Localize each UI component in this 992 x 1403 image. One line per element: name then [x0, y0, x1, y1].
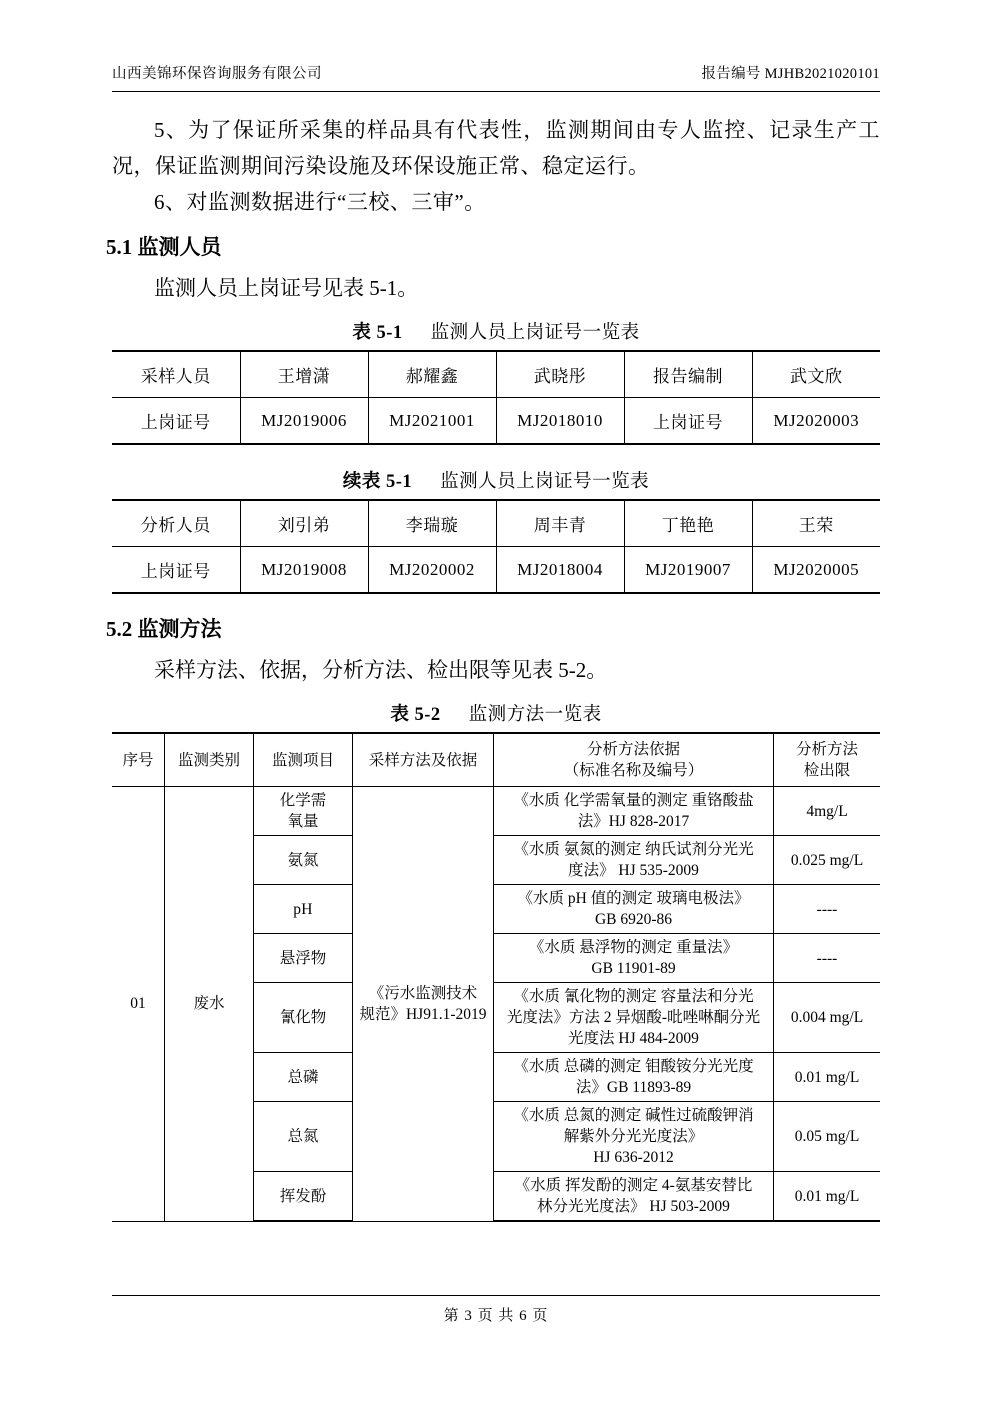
cell-detection-limit: 0.025 mg/L: [774, 836, 881, 885]
header-analysis-basis: [494, 733, 774, 787]
header-item: 监测项目: [254, 733, 353, 787]
table-5-1-continued: [112, 499, 880, 594]
cell-item: 总氮: [254, 1102, 353, 1172]
header-category: 监测类别: [165, 733, 254, 787]
cell-cert-1: MJ2019008: [240, 547, 368, 594]
cell-cert-1: MJ2019006: [240, 398, 368, 445]
cell-analysis-basis: [494, 934, 774, 983]
table-5-2-caption-number: 表 5-2: [390, 705, 441, 725]
cell-analyst-label: 分析人员: [112, 500, 240, 547]
cell-report-label: 报告编制: [624, 351, 752, 398]
header-company: 山西美锦环保咨询服务有限公司: [112, 66, 322, 82]
cell-detection-limit: 4mg/L: [774, 787, 881, 836]
header-detection-limit-line2: 检出限: [803, 762, 851, 779]
cell-detection-limit: 0.01 mg/L: [774, 1172, 881, 1222]
cell-cert-3: MJ2018010: [496, 398, 624, 445]
table-5-1-caption: [112, 318, 880, 344]
basis-line2: GB 11901-89: [591, 960, 676, 977]
lead-text-5-2: 采样方法、依据，分析方法、检出限等见表 5-2。: [154, 658, 608, 682]
table-5-2-caption-text: 监测方法一览表: [468, 705, 602, 725]
table-5-2-caption: [112, 700, 880, 726]
basis-line2: 法》GB 11893-89: [575, 1079, 692, 1096]
cell-cert-2: MJ2020002: [368, 547, 496, 594]
cell-item: 氰化物: [254, 983, 353, 1053]
cell-item: 悬浮物: [254, 934, 353, 983]
table-5-1-cont-caption-number: 续表 5-1: [342, 472, 413, 492]
cell-item: pH: [254, 885, 353, 934]
cell-cert-4: MJ2019007: [624, 547, 752, 594]
cell-cert-3: MJ2018004: [496, 547, 624, 594]
basis-line2: GB 6920-86: [594, 911, 673, 928]
basis-line2: 度法》 HJ 535-2009: [568, 862, 699, 879]
header-analysis-basis-line1: 分析方法依据: [586, 741, 680, 758]
header-sample-method: 采样方法及依据: [353, 733, 494, 787]
paragraph-item-5: 5、为了保证所采集的样品具有代表性，监测期间由专人监控、记录生产工况，保证监测期间污染设施及环保设施正常、稳定运行。: [112, 118, 880, 178]
table-row: [112, 547, 880, 594]
lead-text-5-1: 监测人员上岗证号见表 5-1。: [154, 276, 419, 300]
cell-analysis-basis: [494, 836, 774, 885]
cell-cert-label: 上岗证号: [112, 398, 240, 445]
table-5-1-cont-caption-text: 监测人员上岗证号一览表: [440, 472, 650, 492]
table-row: [112, 787, 880, 836]
cell-sampler-label: 采样人员: [112, 351, 240, 398]
section-5-2-number: 5.2: [106, 617, 133, 641]
cell-category: 废水: [165, 787, 254, 1222]
page-footer: [0, 1295, 992, 1325]
basis-line1: 《水质 pH 值的测定 玻璃电极法》: [517, 890, 750, 907]
cell-analyst-2: 李瑞璇: [368, 500, 496, 547]
table-5-1-caption-text: 监测人员上岗证号一览表: [430, 323, 640, 343]
cell-analysis-basis: [494, 983, 774, 1053]
basis-line1: 《水质 挥发酚的测定 4-氨基安替比: [514, 1177, 753, 1194]
cell-item: 挥发酚: [254, 1172, 353, 1222]
cell-sampler-3: 武晓彤: [496, 351, 624, 398]
table-row: [112, 500, 880, 547]
cell-cert-label-2: 上岗证号: [624, 398, 752, 445]
section-heading-5-2: [106, 612, 880, 646]
cell-analyst-4: 丁艳艳: [624, 500, 752, 547]
basis-line1: 《水质 总氮的测定 碱性过硫酸钾消: [513, 1107, 754, 1124]
basis-line1: 《水质 化学需氧量的测定 重铬酸盐: [513, 792, 754, 809]
header-seq: 序号: [112, 733, 165, 787]
cell-item: 总磷: [254, 1053, 353, 1102]
cell-item-line2: 氧量: [287, 813, 319, 830]
cell-sample-method: [353, 787, 494, 1222]
cell-item-line1: 化学需: [279, 792, 327, 809]
cell-analyst-3: 周丰青: [496, 500, 624, 547]
cell-cert-5: MJ2020005: [752, 547, 880, 594]
cell-cert-4: MJ2020003: [752, 398, 880, 445]
table-row: [112, 398, 880, 445]
table-header-row: [112, 733, 880, 787]
header-analysis-basis-line2: （标准名称及编号）: [563, 762, 704, 779]
page-header: [112, 0, 880, 83]
header-divider: [112, 91, 880, 92]
cell-sample-method-line1: 《污水监测技术: [368, 984, 478, 1002]
table-5-1-cont-caption: [112, 467, 880, 493]
header-detection-limit: [774, 733, 881, 787]
basis-line1: 《水质 总磷的测定 钼酸铵分光光度: [513, 1058, 754, 1075]
section-5-1-title: 监测人员: [137, 235, 222, 259]
header-detection-limit-line1: 分析方法: [795, 741, 858, 758]
cell-analysis-basis: [494, 1172, 774, 1222]
basis-line1: 《水质 氨氮的测定 纳氏试剂分光光: [513, 841, 754, 858]
section-5-2-title: 监测方法: [137, 617, 222, 641]
table-5-1-caption-number: 表 5-1: [352, 323, 403, 343]
cell-report-author: 武文欣: [752, 351, 880, 398]
cell-analysis-basis: [494, 1102, 774, 1172]
cell-analysis-basis: [494, 1053, 774, 1102]
basis-line2: 法》HJ 828-2017: [577, 813, 690, 830]
table-row: [112, 351, 880, 398]
basis-line3: 光度法 HJ 484-2009: [568, 1030, 699, 1047]
cell-analysis-basis: [494, 885, 774, 934]
cell-detection-limit: ----: [774, 934, 881, 983]
cell-cert-2: MJ2021001: [368, 398, 496, 445]
basis-line1: 《水质 悬浮物的测定 重量法》: [528, 939, 739, 956]
cell-analyst-1: 刘引弟: [240, 500, 368, 547]
cell-sampler-1: 王增潇: [240, 351, 368, 398]
paragraph-item-6: 6、对监测数据进行“三校、三审”。: [154, 190, 486, 214]
cell-seq: 01: [112, 787, 165, 1222]
basis-line2: 林分光光度法》 HJ 503-2009: [537, 1198, 730, 1215]
table-5-2: [112, 732, 880, 1222]
cell-detection-limit: 0.05 mg/L: [774, 1102, 881, 1172]
footer-divider: [112, 1295, 880, 1296]
cell-cert-label: 上岗证号: [112, 547, 240, 594]
section-5-1-number: 5.1: [106, 235, 133, 259]
header-report-number: 报告编号 MJHB2021020101: [701, 66, 880, 82]
basis-line2: 解紫外分光光度法》: [563, 1128, 704, 1145]
cell-analysis-basis: [494, 787, 774, 836]
cell-analyst-5: 王荣: [752, 500, 880, 547]
cell-detection-limit: 0.01 mg/L: [774, 1053, 881, 1102]
section-heading-5-1: [106, 230, 880, 264]
cell-detection-limit: ----: [774, 885, 881, 934]
basis-line2: 光度法》方法 2 异烟酸-吡唑啉酮分光: [506, 1009, 761, 1026]
cell-item: 氨氮: [254, 836, 353, 885]
cell-item: [254, 787, 353, 836]
cell-sample-method-line2: 规范》HJ91.1-2019: [359, 1005, 487, 1023]
basis-line1: 《水质 氰化物的测定 容量法和分光: [513, 988, 754, 1005]
table-5-1: [112, 350, 880, 445]
cell-sampler-2: 郝耀鑫: [368, 351, 496, 398]
basis-line3: HJ 636-2012: [593, 1149, 674, 1166]
page-number: 第 3 页 共 6 页: [443, 1308, 549, 1324]
cell-detection-limit: 0.004 mg/L: [774, 983, 881, 1053]
